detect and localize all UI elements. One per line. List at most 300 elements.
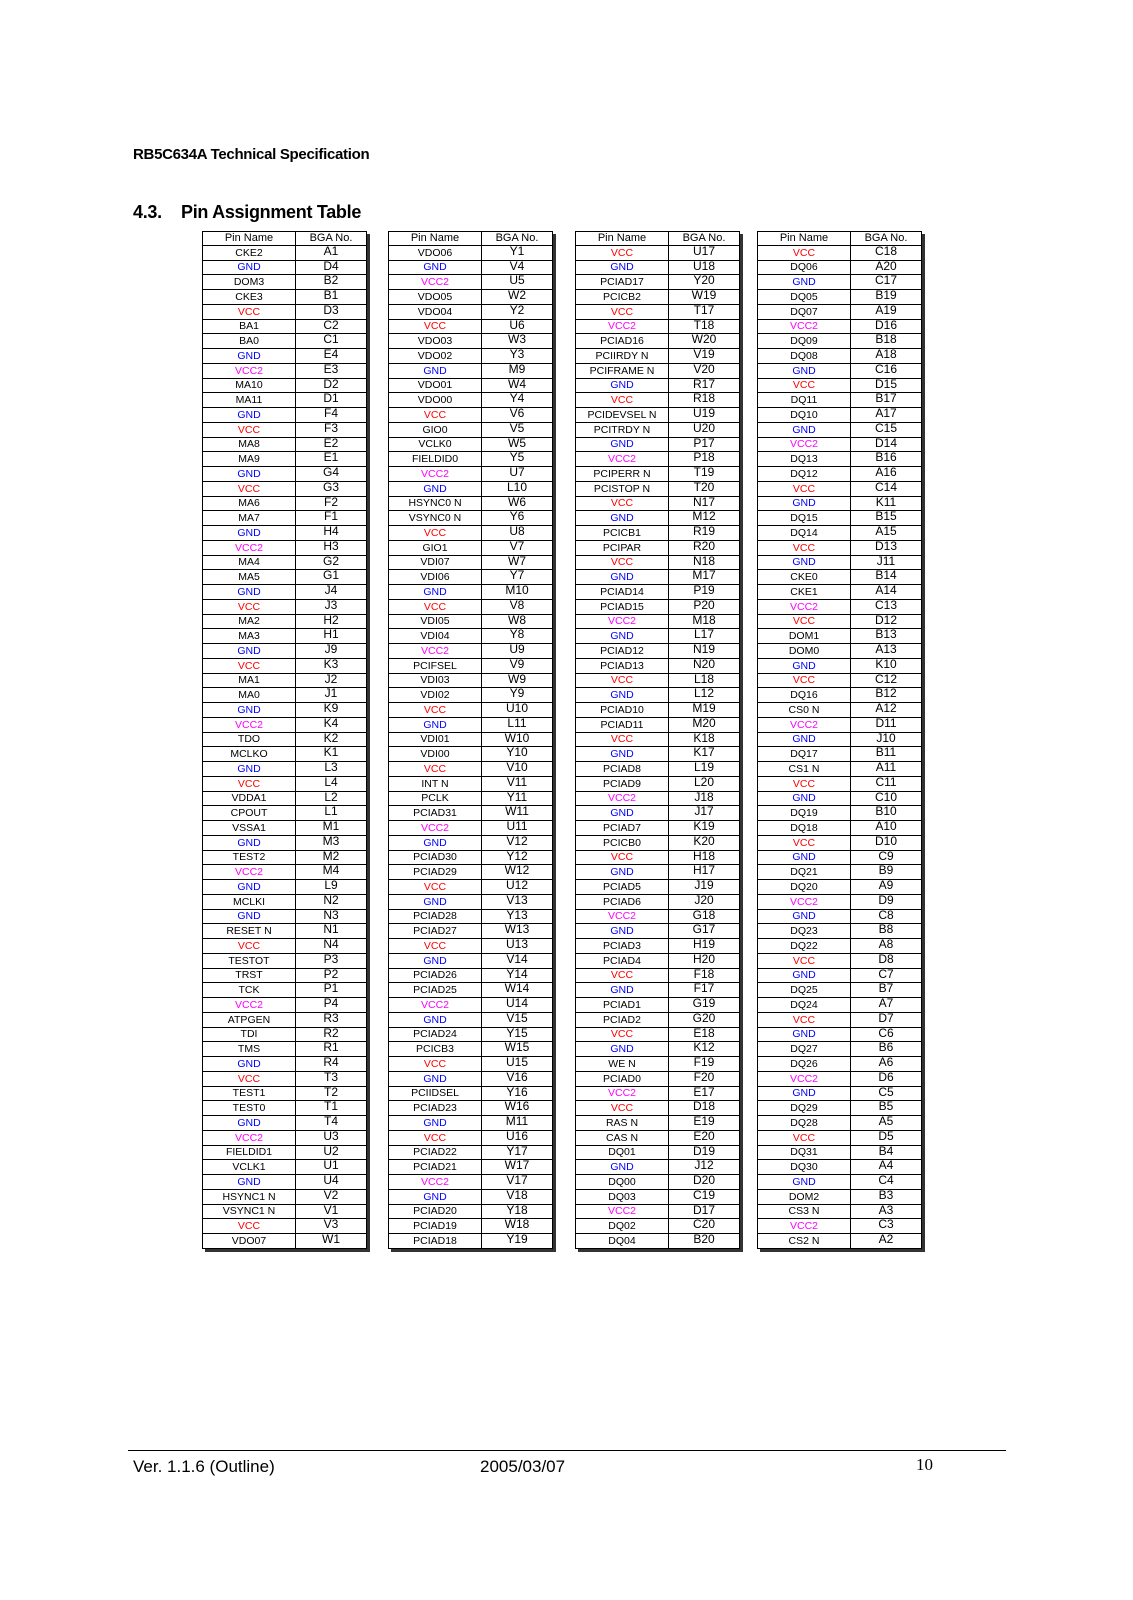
document-title: RB5C634A Technical Specification xyxy=(133,146,370,163)
pin-name-cell: VCC2 xyxy=(576,452,669,467)
table-row xyxy=(389,1145,553,1160)
pin-name-cell: FIELDID1 xyxy=(203,1145,296,1160)
table-row xyxy=(758,1042,922,1057)
table-row xyxy=(576,422,740,437)
pin-name-cell: CKE1 xyxy=(758,585,851,600)
table-row xyxy=(576,1042,740,1057)
table-row xyxy=(389,1219,553,1234)
pin-name-cell: GND xyxy=(389,953,482,968)
table-row xyxy=(203,511,367,526)
table-row xyxy=(203,334,367,349)
bga-number-cell: M9 xyxy=(482,363,553,378)
table-row xyxy=(203,1042,367,1057)
bga-number-cell: A8 xyxy=(851,939,922,954)
pin-name-cell: GND xyxy=(389,1071,482,1086)
pin-name-cell: DQ22 xyxy=(758,939,851,954)
bga-number-cell: B2 xyxy=(296,275,367,290)
pin-name-header: Pin Name xyxy=(576,232,669,246)
pin-name-cell: VCC2 xyxy=(758,717,851,732)
bga-number-cell: G2 xyxy=(296,555,367,570)
bga-number-cell: J2 xyxy=(296,673,367,688)
pin-name-cell: PCIAD11 xyxy=(576,717,669,732)
table-row xyxy=(758,1145,922,1160)
pin-name-cell: GND xyxy=(576,629,669,644)
table-row xyxy=(389,599,553,614)
table-row xyxy=(576,894,740,909)
table-row xyxy=(389,1057,553,1072)
bga-number-cell: K17 xyxy=(669,747,740,762)
bga-number-cell: W11 xyxy=(482,806,553,821)
bga-number-cell: M12 xyxy=(669,511,740,526)
pin-name-cell: DQ11 xyxy=(758,393,851,408)
table-row xyxy=(576,747,740,762)
table-row xyxy=(203,1101,367,1116)
bga-number-cell: V15 xyxy=(482,1012,553,1027)
pin-name-cell: BA1 xyxy=(203,319,296,334)
bga-number-cell: A16 xyxy=(851,467,922,482)
pin-table-4 xyxy=(757,231,922,1249)
pin-name-cell: GND xyxy=(203,408,296,423)
pin-name-cell: DQ23 xyxy=(758,924,851,939)
pin-name-cell: GND xyxy=(758,422,851,437)
pin-name-cell: VCC xyxy=(389,1130,482,1145)
table-row xyxy=(576,850,740,865)
bga-number-cell: F17 xyxy=(669,983,740,998)
table-row xyxy=(758,599,922,614)
pin-name-cell: VCC xyxy=(203,599,296,614)
pin-name-cell: PCIAD22 xyxy=(389,1145,482,1160)
bga-number-cell: Y14 xyxy=(482,968,553,983)
bga-number-cell: F19 xyxy=(669,1057,740,1072)
bga-number-cell: K19 xyxy=(669,821,740,836)
bga-number-cell: C14 xyxy=(851,481,922,496)
bga-number-cell: D2 xyxy=(296,378,367,393)
table-row xyxy=(758,496,922,511)
bga-number-cell: D18 xyxy=(669,1101,740,1116)
pin-name-cell: GND xyxy=(203,880,296,895)
bga-number-cell: W6 xyxy=(482,496,553,511)
pin-name-cell: MA11 xyxy=(203,393,296,408)
pin-name-cell: PCICB2 xyxy=(576,290,669,305)
bga-number-cell: W2 xyxy=(482,290,553,305)
bga-number-cell: C5 xyxy=(851,1086,922,1101)
bga-number-cell: Y16 xyxy=(482,1086,553,1101)
table-row xyxy=(389,939,553,954)
table-row xyxy=(758,791,922,806)
pin-name-cell: VCC2 xyxy=(758,319,851,334)
pin-name-cell: GND xyxy=(576,437,669,452)
footer-date: 2005/03/07 xyxy=(480,1457,566,1476)
pin-name-cell: DQ14 xyxy=(758,526,851,541)
table-row xyxy=(203,526,367,541)
table-row xyxy=(203,437,367,452)
pin-name-cell: DQ27 xyxy=(758,1042,851,1057)
table-row xyxy=(389,791,553,806)
table-row xyxy=(758,1160,922,1175)
table-row xyxy=(389,806,553,821)
table-row xyxy=(758,1027,922,1042)
table-row xyxy=(389,968,553,983)
pin-name-cell: VCC2 xyxy=(203,865,296,880)
table-row xyxy=(576,762,740,777)
pin-name-cell: PCIPERR N xyxy=(576,467,669,482)
pin-name-cell: MA1 xyxy=(203,673,296,688)
pin-name-cell: GND xyxy=(758,1175,851,1190)
bga-number-cell: Y19 xyxy=(482,1234,553,1249)
table-row xyxy=(203,983,367,998)
table-row xyxy=(576,1145,740,1160)
bga-number-cell: W1 xyxy=(296,1234,367,1249)
table-row xyxy=(203,1189,367,1204)
table-row xyxy=(203,245,367,260)
table-row xyxy=(203,614,367,629)
bga-number-cell: U10 xyxy=(482,703,553,718)
table-row xyxy=(758,880,922,895)
table-row xyxy=(389,894,553,909)
pin-name-cell: PCIAD10 xyxy=(576,703,669,718)
bga-number-cell: A14 xyxy=(851,585,922,600)
bga-number-cell: Y5 xyxy=(482,452,553,467)
pin-name-cell: VCC xyxy=(758,953,851,968)
pin-name-cell: VSYNC0 N xyxy=(389,511,482,526)
pin-name-cell: VCC2 xyxy=(203,1130,296,1145)
table-row xyxy=(576,1219,740,1234)
pin-name-cell: GND xyxy=(389,835,482,850)
bga-number-cell: A17 xyxy=(851,408,922,423)
pin-name-cell: CAS N xyxy=(576,1130,669,1145)
table-row xyxy=(389,1130,553,1145)
bga-number-cell: A13 xyxy=(851,644,922,659)
table-row xyxy=(758,467,922,482)
table-row xyxy=(576,393,740,408)
pin-name-cell: GND xyxy=(758,496,851,511)
table-row xyxy=(576,703,740,718)
pin-name-cell: DQ04 xyxy=(576,1234,669,1249)
bga-number-cell: M3 xyxy=(296,835,367,850)
bga-number-cell: H17 xyxy=(669,865,740,880)
table-row xyxy=(203,939,367,954)
bga-number-cell: K1 xyxy=(296,747,367,762)
bga-number-cell: D1 xyxy=(296,393,367,408)
table-row xyxy=(758,1234,922,1249)
bga-number-cell: Y3 xyxy=(482,349,553,364)
pin-name-cell: ATPGEN xyxy=(203,1012,296,1027)
bga-number-cell: E3 xyxy=(296,363,367,378)
bga-number-cell: E20 xyxy=(669,1130,740,1145)
pin-name-cell: PCIAD2 xyxy=(576,1012,669,1027)
pin-name-cell: DQ25 xyxy=(758,983,851,998)
table-row xyxy=(203,894,367,909)
bga-number-cell: C18 xyxy=(851,245,922,260)
bga-number-cell: Y20 xyxy=(669,275,740,290)
pin-name-cell: GND xyxy=(389,585,482,600)
bga-number-cell: U16 xyxy=(482,1130,553,1145)
pin-name-cell: VCC2 xyxy=(758,1219,851,1234)
table-row xyxy=(576,363,740,378)
bga-number-cell: A12 xyxy=(851,703,922,718)
pin-name-cell: PCIAD24 xyxy=(389,1027,482,1042)
table-row xyxy=(576,821,740,836)
table-row xyxy=(576,644,740,659)
pin-name-cell: HSYNC1 N xyxy=(203,1189,296,1204)
table-row xyxy=(576,732,740,747)
bga-number-cell: Y7 xyxy=(482,570,553,585)
table-row xyxy=(389,732,553,747)
table-row xyxy=(576,998,740,1013)
pin-name-cell: DQ03 xyxy=(576,1189,669,1204)
bga-number-cell: K12 xyxy=(669,1042,740,1057)
table-row xyxy=(389,437,553,452)
bga-number-cell: J18 xyxy=(669,791,740,806)
table-row xyxy=(576,378,740,393)
pin-name-cell: DQ12 xyxy=(758,467,851,482)
pin-name-cell: GND xyxy=(576,1160,669,1175)
pin-name-cell: VCC xyxy=(203,1071,296,1086)
pin-name-cell: VCC xyxy=(203,304,296,319)
bga-number-cell: J4 xyxy=(296,585,367,600)
bga-number-cell: K20 xyxy=(669,835,740,850)
bga-number-cell: C8 xyxy=(851,909,922,924)
table-row xyxy=(389,1012,553,1027)
bga-number-cell: U20 xyxy=(669,422,740,437)
pin-name-cell: PCIAD28 xyxy=(389,909,482,924)
bga-number-cell: W16 xyxy=(482,1101,553,1116)
bga-number-cell: F4 xyxy=(296,408,367,423)
table-row xyxy=(576,599,740,614)
pin-name-cell: GND xyxy=(203,526,296,541)
bga-number-cell: H1 xyxy=(296,629,367,644)
table-row xyxy=(389,570,553,585)
table-row xyxy=(203,1057,367,1072)
bga-number-cell: F3 xyxy=(296,422,367,437)
bga-number-cell: V1 xyxy=(296,1204,367,1219)
table-row xyxy=(389,821,553,836)
pin-name-cell: VCC2 xyxy=(758,894,851,909)
pin-name-cell: MA4 xyxy=(203,555,296,570)
bga-number-cell: Y6 xyxy=(482,511,553,526)
pin-name-header: Pin Name xyxy=(389,232,482,246)
pin-name-cell: VCC xyxy=(758,481,851,496)
pin-name-cell: VCC2 xyxy=(576,909,669,924)
pin-name-cell: VCC2 xyxy=(389,467,482,482)
pin-name-cell: VDO01 xyxy=(389,378,482,393)
table-row xyxy=(758,1189,922,1204)
bga-number-cell: B10 xyxy=(851,806,922,821)
bga-number-cell: C6 xyxy=(851,1027,922,1042)
pin-name-cell: VCC xyxy=(389,408,482,423)
pin-name-cell: GND xyxy=(389,717,482,732)
table-row xyxy=(389,304,553,319)
pin-table-3 xyxy=(575,231,740,1249)
pin-name-cell: VCC2 xyxy=(576,614,669,629)
bga-number-cell: V2 xyxy=(296,1189,367,1204)
bga-number-cell: G3 xyxy=(296,481,367,496)
pin-name-cell: VDI01 xyxy=(389,732,482,747)
table-row xyxy=(576,1071,740,1086)
table-row xyxy=(758,260,922,275)
bga-number-cell: D17 xyxy=(669,1204,740,1219)
bga-number-cell: K10 xyxy=(851,658,922,673)
pin-name-cell: CS0 N xyxy=(758,703,851,718)
pin-name-cell: VCC xyxy=(576,304,669,319)
bga-number-cell: Y13 xyxy=(482,909,553,924)
table-row xyxy=(203,599,367,614)
bga-number-cell: C20 xyxy=(669,1219,740,1234)
pin-name-cell: PCIAD12 xyxy=(576,644,669,659)
pin-name-cell: GND xyxy=(203,762,296,777)
table-row xyxy=(389,260,553,275)
table-row xyxy=(758,570,922,585)
bga-number-cell: V7 xyxy=(482,540,553,555)
bga-number-cell: D9 xyxy=(851,894,922,909)
bga-number-cell: F20 xyxy=(669,1071,740,1086)
table-row xyxy=(389,1071,553,1086)
pin-name-cell: GND xyxy=(203,260,296,275)
bga-number-cell: K4 xyxy=(296,717,367,732)
table-row xyxy=(389,319,553,334)
table-row xyxy=(203,880,367,895)
bga-number-cell: B18 xyxy=(851,334,922,349)
bga-number-cell: E4 xyxy=(296,349,367,364)
pin-name-cell: VCLK0 xyxy=(389,437,482,452)
table-row xyxy=(576,555,740,570)
pin-name-cell: RESET N xyxy=(203,924,296,939)
pin-name-cell: VCC xyxy=(576,968,669,983)
bga-number-cell: L18 xyxy=(669,673,740,688)
bga-number-cell: J17 xyxy=(669,806,740,821)
table-row xyxy=(203,1175,367,1190)
bga-number-cell: E2 xyxy=(296,437,367,452)
bga-number-cell: A10 xyxy=(851,821,922,836)
pin-name-cell: VCC2 xyxy=(389,644,482,659)
pin-name-cell: VDI02 xyxy=(389,688,482,703)
bga-number-cell: W13 xyxy=(482,924,553,939)
table-row xyxy=(758,378,922,393)
pin-name-cell: PCIAD7 xyxy=(576,821,669,836)
pin-name-cell: VCC2 xyxy=(758,1071,851,1086)
table-row xyxy=(389,717,553,732)
table-row xyxy=(758,511,922,526)
table-row xyxy=(203,1160,367,1175)
bga-number-cell: D16 xyxy=(851,319,922,334)
pin-name-cell: MA5 xyxy=(203,570,296,585)
table-row xyxy=(389,585,553,600)
pin-name-cell: TEST0 xyxy=(203,1101,296,1116)
pin-name-cell: DQ09 xyxy=(758,334,851,349)
bga-number-cell: M1 xyxy=(296,821,367,836)
pin-name-cell: DOM2 xyxy=(758,1189,851,1204)
table-row xyxy=(758,614,922,629)
table-row xyxy=(758,540,922,555)
bga-number-cell: D19 xyxy=(669,1145,740,1160)
table-row xyxy=(389,1042,553,1057)
bga-number-cell: L20 xyxy=(669,776,740,791)
table-row xyxy=(389,614,553,629)
bga-number-cell: J10 xyxy=(851,732,922,747)
bga-number-cell: K9 xyxy=(296,703,367,718)
table-row xyxy=(758,1101,922,1116)
table-row xyxy=(758,304,922,319)
table-row xyxy=(576,880,740,895)
pin-name-cell: VCC xyxy=(203,422,296,437)
table-row xyxy=(758,363,922,378)
table-row xyxy=(576,290,740,305)
table-row xyxy=(758,924,922,939)
table-row xyxy=(758,555,922,570)
bga-number-cell: C19 xyxy=(669,1189,740,1204)
pin-name-cell: MA0 xyxy=(203,688,296,703)
pin-name-cell: PCIFRAME N xyxy=(576,363,669,378)
table-row xyxy=(389,1175,553,1190)
table-row xyxy=(389,850,553,865)
bga-number-cell: T17 xyxy=(669,304,740,319)
bga-number-cell: A4 xyxy=(851,1160,922,1175)
table-row xyxy=(758,732,922,747)
bga-number-cell: L9 xyxy=(296,880,367,895)
bga-number-cell: C7 xyxy=(851,968,922,983)
pin-name-cell: VDO06 xyxy=(389,245,482,260)
pin-name-cell: PCIAD13 xyxy=(576,658,669,673)
table-row xyxy=(203,260,367,275)
pin-name-cell: GND xyxy=(758,909,851,924)
pin-name-cell: GND xyxy=(758,658,851,673)
pin-name-cell: CS1 N xyxy=(758,762,851,777)
pin-name-cell: VCC xyxy=(758,1130,851,1145)
table-row xyxy=(203,1145,367,1160)
bga-number-cell: C2 xyxy=(296,319,367,334)
table-row xyxy=(758,939,922,954)
table-row xyxy=(389,673,553,688)
bga-number-cell: L11 xyxy=(482,717,553,732)
section-title: Pin Assignment Table xyxy=(181,202,362,222)
bga-number-cell: U11 xyxy=(482,821,553,836)
bga-number-cell: V14 xyxy=(482,953,553,968)
bga-number-cell: D13 xyxy=(851,540,922,555)
bga-number-cell: P4 xyxy=(296,998,367,1013)
table-row xyxy=(576,496,740,511)
pin-name-cell: VCC xyxy=(389,526,482,541)
table-row xyxy=(203,658,367,673)
pin-name-cell: GND xyxy=(758,850,851,865)
pin-name-cell: GND xyxy=(203,835,296,850)
bga-number-cell: M19 xyxy=(669,703,740,718)
pin-name-cell: VCC xyxy=(203,481,296,496)
pin-name-cell: VCC2 xyxy=(203,717,296,732)
bga-number-cell: V9 xyxy=(482,658,553,673)
pin-name-cell: DQ08 xyxy=(758,349,851,364)
bga-number-cell: W4 xyxy=(482,378,553,393)
pin-name-cell: DQ05 xyxy=(758,290,851,305)
bga-number-cell: E18 xyxy=(669,1027,740,1042)
pin-name-cell: PCLK xyxy=(389,791,482,806)
table-row xyxy=(758,821,922,836)
table-row xyxy=(576,791,740,806)
pin-name-cell: PCIAD5 xyxy=(576,880,669,895)
bga-number-cell: L19 xyxy=(669,762,740,777)
bga-number-cell: B1 xyxy=(296,290,367,305)
bga-number-cell: K18 xyxy=(669,732,740,747)
bga-number-cell: D8 xyxy=(851,953,922,968)
pin-name-cell: GND xyxy=(758,1027,851,1042)
bga-number-cell: G20 xyxy=(669,1012,740,1027)
table-row xyxy=(389,998,553,1013)
pin-name-cell: GND xyxy=(576,260,669,275)
footer-page-number: 10 xyxy=(916,1455,933,1474)
bga-number-cell: K11 xyxy=(851,496,922,511)
table-row xyxy=(576,349,740,364)
bga-number-cell: D7 xyxy=(851,1012,922,1027)
pin-name-cell: DQ20 xyxy=(758,880,851,895)
